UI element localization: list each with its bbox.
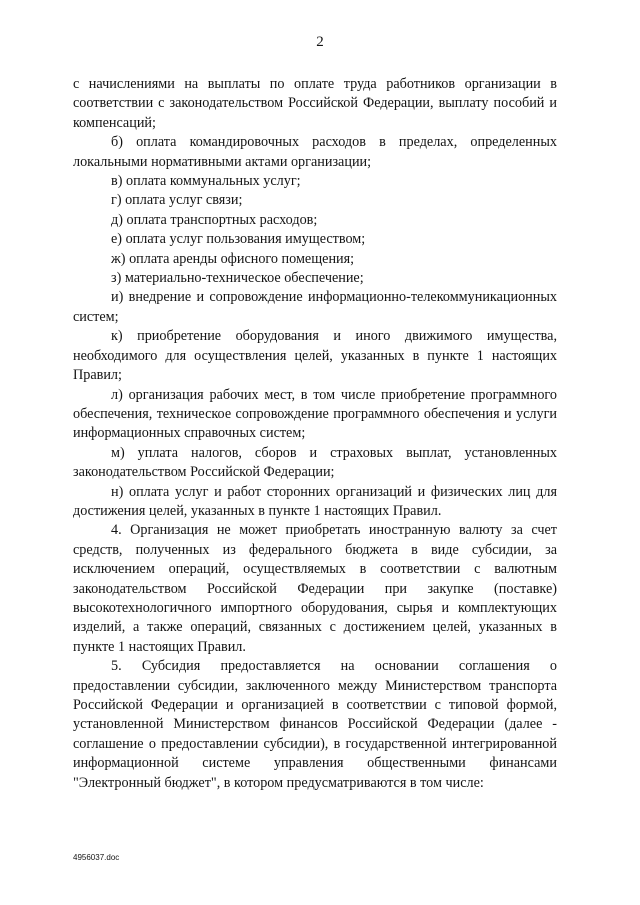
paragraph-item-v: в) оплата коммунальных услуг; bbox=[111, 173, 301, 190]
paragraph-item-g: г) оплата услуг связи; bbox=[111, 192, 243, 209]
paragraph-item-i: и) внедрение и сопровождение информационно-телекоммуникационных систем; bbox=[73, 289, 557, 325]
paragraph-continuation: с начислениями на выплаты по оплате труда работников организации в соответствии с законодательством Российской Федерации, выплату пособий и компенсаций; bbox=[73, 76, 557, 131]
paragraph-item-k: к) приобретение оборудования и иного движимого имущества, необходимого для осуществления целей, указанных в пункте 1 настоящих Правил; bbox=[73, 328, 557, 384]
paragraph-item-e: е) оплата услуг пользования имуществом; bbox=[111, 231, 366, 248]
paragraph-clause-5: 5. Субсидия предоставляется на основании соглашения о предоставлении субсидии, заключенного между Министерством транспорта Российской Федерации и организацией в соответствии с типовой формой, установленной Министерством финансов Российской Федерации (далее - соглашение о предоставлении субсидии), в государственной интегрированной информационной системе управления общественными финансами "Электронный бюджет", в котором предусматриваются в том числе: bbox=[73, 658, 557, 791]
paragraph-item-m: м) уплата налогов, сборов и страховых выплат, установленных законодательством Российской Федерации; bbox=[73, 444, 557, 481]
paragraph-item-n: н) оплата услуг и работ сторонних организаций и физических лиц для достижения целей, указанных в пункте 1 настоящих Правил. bbox=[73, 483, 557, 519]
document-body bbox=[73, 75, 557, 793]
paragraph-item-z: з) материально-техническое обеспечение; bbox=[111, 270, 364, 287]
page-number: 2 bbox=[316, 34, 324, 50]
document-filename-footer: 4956037.doc bbox=[73, 853, 120, 862]
paragraph-item-l: л) организация рабочих мест, в том числе приобретение программного обеспечения, техническое сопровождение программного обеспечения и услуги информационных справочных систем; bbox=[73, 386, 557, 442]
paragraph-clause-4: 4. Организация не может приобретать иностранную валюту за счет средств, полученных из федерального бюджета в виде субсидии, за исключением операций, осуществляемых в соответствии с валютным законодательством Российской Федерации при закупке (поставке) высокотехнологичного импортного оборудования, сырья и комплектующих изделий, а также операций, связанных с достижением целей, указанных в пункте 1 настоящих Правил. bbox=[73, 522, 557, 655]
paragraph-item-zh: ж) оплата аренды офисного помещения; bbox=[111, 250, 355, 267]
paragraph-item-d: д) оплата транспортных расходов; bbox=[111, 211, 318, 228]
paragraph-item-b: б) оплата командировочных расходов в пределах, определенных локальными нормативными актами организации; bbox=[73, 134, 557, 170]
